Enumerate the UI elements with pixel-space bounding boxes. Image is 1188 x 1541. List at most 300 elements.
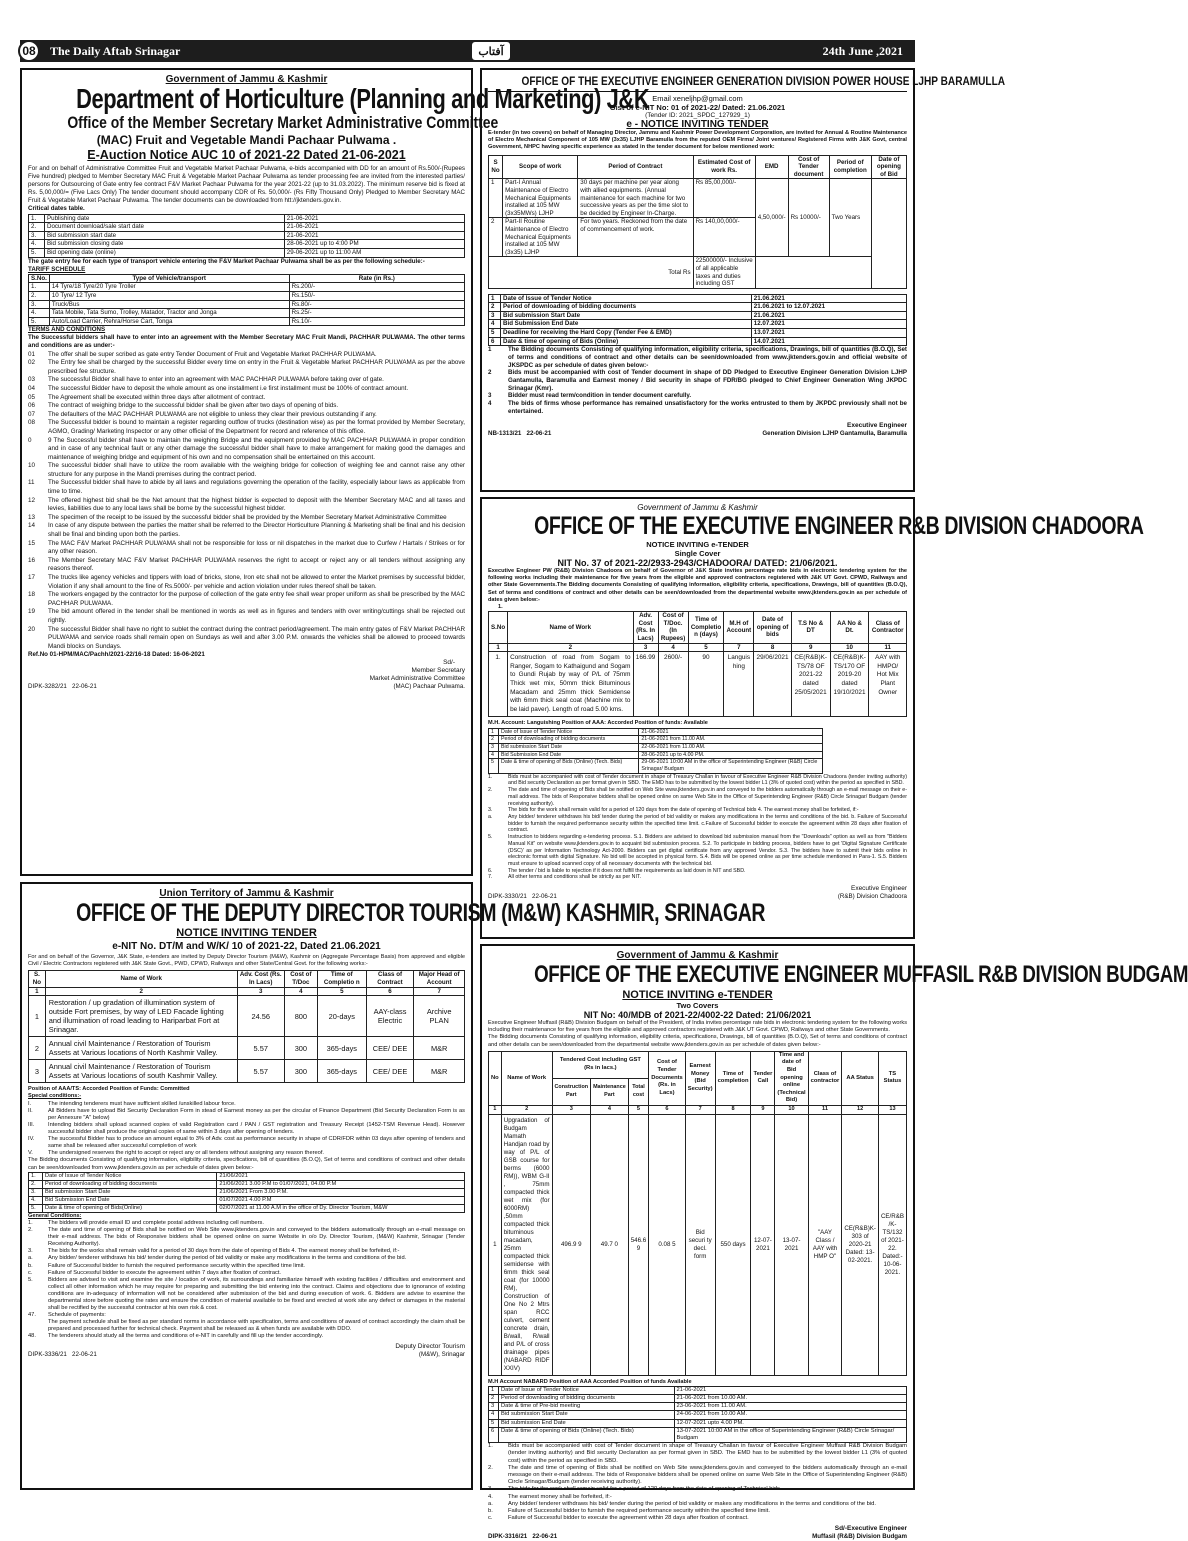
ljhp-sign1: Executive Engineer [847,421,907,429]
table-cell [755,257,871,288]
table-cell: Rs 85,00,000/- [693,179,755,218]
table-cell [871,179,906,288]
table-cell: Bid submission closing date [45,240,285,249]
list-item-number: 4 [488,400,492,408]
table-cell: Date & time of opening of Bids (Online) (Tech. Bids) [499,1427,675,1442]
table-cell: 14 Tyre/18 Tyre/20 Tyre Troller [49,283,289,292]
list-item-text: The date and time of opening of Bids shall be notified on Web Site www.jktenders.gov.in and conveyed to the bidders automatically through an e-mail message on their e-mail address. The bids of Responsive bidders shall be opened online on same Website in o/o Dy. Director Tourism, (M&W) Kashmir, Srinagar (Tender Receiving Authority). [48,1227,465,1248]
page-number: 08 [18,40,40,62]
ljhp-advert [480,68,1006,492]
table-row [489,652,907,717]
hort-tariff-title: TARIFF SCHEDULE [28,265,86,273]
table-header-cell: Scope of work [503,155,578,179]
table-row [489,257,907,288]
table-header-cell: 7 [414,987,465,996]
chadoora-dates-table [488,728,823,774]
table-cell: 5 [489,759,499,773]
table-row [29,240,465,249]
tourism-notice: NOTICE INVITING TENDER [176,927,317,939]
list-item-text: The trucks like agency vehicles and tippers with load of bricks, stone, Iron etc shall not be allowed to enter the Market premises by successful bidder, Violation if any shall amount to the fine of Rs.5000/- per vehicle and action violation under rules thereof shall be taken. [48,574,465,590]
table-cell: Upgradation of Budgam Mamath Handjan road by way of P/L of GSB course for berms (6000 RM)), WBM G-II , 75mm compacted thick wet mix (for 6000RM) ,50mm compacted thick bituminous macadam, 25mm compacted thick semidense with 6mm thick seal coat (for 10000 RM), Construction of One No 2 Mtrs span RCC culvert, cement concrete drain, B/wall, R/wall and P/L of cross drainage pipes (NABARD RIDF XXIV) [501,1114,552,1375]
list-item-text: The Entry fee shall be charged by the successful Bidder every time on entry in the Fruit & Vegetable Market PACHHAR PULWAMA as per the above prescribed fee structure. [48,359,465,375]
table-cell: Period of downloading of bidding documents [501,303,752,312]
table-cell: 4 [489,320,501,329]
table-header-cell: Date of opening of Bid [871,155,906,179]
table-cell: 21/06/2021 3.00 P.M to 01/07/2021, 04.00 P.M [217,1180,465,1188]
table-cell: 21-06-2021 [674,1386,906,1394]
list-item [28,574,465,591]
list-item [28,351,465,360]
table-header-row [489,612,907,643]
list-item [488,369,907,392]
table-cell: 300 [284,1037,317,1060]
list-item [28,522,465,539]
list-item [488,868,907,875]
table-cell: 3. [29,231,45,240]
table-header-cell: Estimated Cost of work Rs. [693,155,755,179]
table-header-cell: 2 [45,987,237,996]
chadoora-office: OFFICE OF THE EXECUTIVE ENGINEER R&B DIVISION CHADOORA [534,512,1144,540]
list-item-number: 15 [28,539,36,547]
table-cell: Period of downloading of bidding documents [499,736,639,744]
table-header-cell: 11 [808,1105,842,1114]
table-cell: 24.56 [237,996,284,1037]
budgam-office: OFFICE OF THE EXECUTIVE ENGINEER MUFFASIL R&B DIVISION BUDGAM [534,961,1188,988]
list-item-number: 04 [28,384,36,392]
table-cell: 6 [489,1427,499,1442]
chadoora-advert [480,497,1144,939]
table-header-cell: Period of Contract [578,155,693,179]
table-row [29,300,465,309]
table-cell: 5 [489,329,501,338]
table-cell: Date of Issue of Tender Notice [43,1172,217,1180]
table-header-cell: 3 [633,643,658,652]
chadoora-nit: NIT No. 37 of 2021-22/2933-2943/CHADOORA/ DATED: 21/06/2021. [557,558,838,568]
table-cell: 22-06-2021 from 11.00 AM. [639,743,823,751]
list-item [488,1494,907,1501]
table-cell: 550 days [715,1114,751,1375]
table-header-cell: 7 [685,1105,715,1114]
list-item-number: 1 [488,346,492,354]
list-item-text: The bids for the work shall remain valid for a period of 120 days from the date of opening of Technical bids 4. The earnest money shall be forfeited, if:- [508,807,859,814]
list-item-number: 19 [28,608,36,616]
table-header-cell: Cost of Tender Documents (Rs. in Lacs) [649,1051,686,1105]
list-item-text: All other terms and conditions shall be strictly as per NIT. [508,874,642,881]
list-item-number: 5. [28,1276,33,1283]
list-item [28,1270,465,1277]
chadoora-num: 1. [498,604,503,611]
list-item-number: 13 [28,513,36,521]
table-cell: 3 [489,311,501,320]
list-item-text: The intending tenderers must have sufficient skilled /unskilled labour force. [48,1100,236,1107]
table-cell: CE(R&B)K-303 of 2020-21 Dated: 13-02-2021. [842,1114,879,1375]
table-cell: 2600/- [658,652,688,717]
list-item [28,479,465,496]
tourism-sign2: (M&W), Srinagar [418,1350,465,1358]
chadoora-dipk-date: 22-06-21 [532,893,557,901]
list-item [488,1501,907,1508]
table-header-cell: 9 [751,1105,775,1114]
table-cell: 2. [29,1180,43,1188]
list-item-text: The bids for the works shall remain valid for a period of 30 days from the date of opening of Bids 4. The earnest money shall be forfeited, if:- [48,1248,400,1255]
list-item-text: The successful Bidder has to produce an amount equal to 3% of Adv. cost as performance security in shape of CDR/FDR within 03 days after opening of tenders and same shall be released after successful completion of work [48,1136,465,1150]
list-item [488,392,907,400]
table-row [489,1394,907,1402]
table-header-cell: TS Status [878,1051,906,1105]
list-item-text: In case of any dispute between the parties the matter shall be referred to the Director Horticulture Planning & Marketing shall be final and his decision shall be final and binding upon both the parties. [48,522,465,539]
list-item [488,814,907,834]
table-row [29,317,465,326]
table-header-cell: 12 [842,1105,879,1114]
table-header-cell: S.No [489,612,508,643]
list-item-text: The payment schedule shall be fixed as per standard norms in accordance with specification, terms and conditions of award of contract accordingly the claim shall be prepared and processed further for technical check. Payment shall be released as & when funds are available with DDO. [48,1319,465,1333]
table-cell: 4 [489,751,499,759]
list-item-number: 7. [488,874,493,881]
list-item-number: 01 [28,350,36,358]
list-item-number: 3. [488,1486,493,1493]
list-item-text: The workers engaged by the contractor for the purpose of collection of the gate entry fee shall wear proper uniform as shall be prescribed by the MAC PACHHAR PULWAMA. [48,591,465,607]
table-header-cell: 6 [649,1105,686,1114]
list-item-text: Failure of Successful bidder to execute the agreement within 28 days after fixation of contract. [508,1515,749,1522]
tourism-docs: The Bidding documents Consisting of qualifying information, eligibility criteria, specifications, bill of quantities (B.O.Q), Set of terms and conditions of contract and other details can be seen/downloaded from www.jktenders.gov.in as per schedule of dates given below:- [28,1157,465,1171]
table-cell: 29-06-2021 up to 11:00 AM [284,248,464,257]
table-header-cell: 10 [830,643,869,652]
table-row [489,311,907,320]
list-item-text: Failure of Successful bidder to furnish the required performance security within the specified time limit. [48,1262,306,1269]
table-header-cell: Adv. Cost (Rs. In Lacs) [237,971,284,987]
table-cell: 21-06-2021 [284,231,464,240]
list-item [28,1277,465,1312]
table-header-row [29,987,465,996]
table-cell: "AAY Class / AAY with HMP O" [808,1114,842,1375]
list-item-text: Failure of Successful bidder to furnish the required performance security within the specified time limit. [508,1508,770,1515]
budgam-sign2: Muffasil (R&B) Division Budgam [812,1533,907,1541]
table-cell: CE(R&B)K-TS/78 OF 2021-22 dated 25/05/2021 [791,652,830,717]
list-item [28,1150,465,1157]
table-cell: Period of downloading of bidding documents [499,1394,675,1402]
table-header-cell: T.S No & DT [791,612,830,643]
table-header-row [489,155,907,179]
chadoora-sign2: (R&B) Division Chadoora [837,893,907,901]
hort-sign3: (MAC) Pachaar Pulwama. [393,683,465,691]
ljhp-sign2: Generation Division LJHP Gantamulla, Baramulla [762,429,907,437]
hort-sd: Sd/- [443,659,455,667]
table-cell: Auto/Load Carrier, Rehra/Horse Cart, Tonga [49,317,289,326]
budgam-advert [480,944,1188,1541]
ljhp-works-table [488,155,907,289]
list-item [28,437,465,463]
table-header-cell: Name of Work [501,1051,552,1105]
table-cell: Date of Issue of Tender Notice [499,728,639,736]
ljhp-nit: Gist of e-NIT No: 01 of 2021-22/ Dated: 21.06.2021 [609,103,786,112]
list-item [28,514,465,523]
table-row [29,223,465,232]
ljhp-notice: e - NOTICE INVITING TENDER [626,119,769,130]
table-header-cell: Cost of Tender document [788,155,829,179]
list-item-text: Failure of Successful bidder to execute the agreement within 7 days after fixation of contract. [48,1269,281,1276]
table-cell: Two Years [829,179,871,257]
table-cell: 21-06-2021 [284,223,464,232]
tourism-dipk: DIPK-3336/21 [28,1350,67,1358]
table-row [489,303,907,312]
tourism-general-list [28,1220,465,1341]
list-item-text: The Successful bidder shall have to abide by all laws and regulations governing the operation of the facility, especially labour laws as applicable from time to time. [48,479,465,496]
ljhp-nb: NB-1313/21 [488,429,522,437]
table-cell: 4,50,000/- [755,179,788,257]
table-cell: 365-days [317,1060,366,1083]
table-cell: 2. [29,291,50,300]
table-cell: 29-06-2021 10:00 AM in the office of Superintending Engineer (R&B) Circle Srinagar/ Budgam [639,759,823,773]
hort-intro: For and on behalf of Administrative Committee Fruit and Vegetable Market Pachaar Pulwama, e-bids accompanied with DD for an amount of Rs.500/-(Rupees Five hundred) pledged to Member Secretary MAC Fruit & Vegetable Market Pachaar Pulwama as tender processing fee are invited from the interested parties/ persons for Outsourcing of Gate entry fee contract F&V Market Pachaar Pulwama for the year 2021-22 (up to 31.03.2022). The minimum reserve bid is fixed at Rs. 5,00,000/= (Five Lacs Only) The tender document should accompany CDR of Rs. 50,000/- (Rs Fifty Thousand Only) Pledged to Member Secretary MAC Fruit & Vegetable Market Pachaar Pulwama. The tender documents can be downloaded from htt://jktenders.gov.in. [28,165,465,205]
table-cell: For two years. Reckoned from the date of commencement of work. [578,218,693,257]
table-cell: 800 [284,996,317,1037]
list-item-text: The bids of firms whose performance has remained unsatisfactory for the works entrusted to them by JKPDC previously shall not be entertained. [508,400,907,415]
list-item-number: III. [28,1121,35,1128]
table-cell: 21-06-2021 [639,728,823,736]
table-row [29,1037,465,1060]
list-item [28,394,465,403]
table-cell: Date & time of Pre-bid meeting [499,1403,675,1411]
list-item [488,400,907,415]
table-cell: Rs.25/- [289,309,464,318]
chadoora-sign1: Executive Engineer [850,885,907,893]
table-cell: Rs 140,00,000/- [693,218,755,257]
list-item-number: 6. [488,867,493,874]
list-item-number: 12 [28,496,36,504]
tourism-intro: For and on behalf of the Governor, J&K State, e-tenders are invited by Deputy Director Tourism (M&W), Kashmir on (Aggregate Percentage Basis) from approved and eligible Civil / Electric Contractors registered with J&K State Govt., PWD, CPWD, Railways and other State/Central Govt. for the following works:- [28,954,465,968]
table-row [29,291,465,300]
list-item-number: a. [488,1500,493,1507]
table-header-cell: AA Status [842,1051,879,1105]
table-row [29,283,465,292]
tourism-sign1: Deputy Director Tourism [395,1342,465,1350]
list-item [488,834,907,868]
table-header-cell: 1 [489,1105,502,1114]
list-item [28,1312,465,1319]
table-header-cell: 8 [754,643,791,652]
table-cell: 2 [489,1394,499,1402]
table-header-cell: Period of completion [829,155,871,179]
budgam-nit: NIT No: 40/MDB of 2021-22/4002-22 Dated: 21/06/2021 [583,1010,812,1020]
ljhp-dates-table [488,294,907,347]
list-item-text: Intending bidders shall upload scanned copies of valid Registration card / PAN / GST registration and Treasury Receipt (1452-TSM Revenue Head). However successful bidder shall produce the original copies of same within 3 days after opening of tenders. [48,1121,465,1135]
table-cell: Date of Issue of Tender Notice [499,1386,675,1394]
table-cell: 5 [489,1419,499,1427]
list-item-text: The Agreement shall be executed within three days after allotment of contract. [48,393,266,401]
table-row [29,248,465,257]
list-item-text: Bids must be accompanied with cost of Tender document in shape of Treasury Challan in favour of Executive Engineer R&B Division Chadoora (tender inviting authority) and Bid security Declaration as per format given in SBD. The EMD has to be submitted by the lowest bidder L1 (3% of quoted cost) within the period as specified in SBD. [508,773,907,787]
table-cell: 21/06/2021 [217,1172,465,1180]
list-item-number: 08 [28,419,36,427]
table-cell: 1 [489,179,503,218]
list-item-number: b. [28,1262,33,1269]
table-header-cell: 3 [237,987,284,996]
table-header-cell: 4 [284,987,317,996]
list-item-text: The successful Bidder shall have no right to sublet the contract during the contract period/agreement. The main entry gates of F&V Market PACHHAR PULWAMA and service roads shall remain open on Sundays as well and after 3.00 P.M. onwards the vehicles shall be allowed to proceed towards Mandi blocks on Sundays. [48,625,465,650]
table-header-cell: Total cost [628,1078,648,1105]
list-item-text: The date and time of opening of Bids shall be notified on Web Site www.jktenders.gov.in and conveyed to the bidders automatically through an e-mail message on their e-mail address. The bids of Responsive bidders shall be opened online on same Web Site in the Office of Superintending Engineer (R&B) Circle Srinagar/ Budgam (tender receiving authority). [508,787,907,807]
table-cell: Date & time of opening of Bids(Online) [43,1204,217,1212]
list-item-number: 48. [28,1333,36,1340]
table-cell: AAY-class Electric [366,996,414,1037]
list-item [28,540,465,557]
list-item-text: The Bidding documents Consisting of qualifying information, eligibility criteria, specifications, Drawings, bill of quantities (B.O.Q), Set of terms and conditions of contract and other details can be seen/downloaded from www.jktenders.gov.in and official website of JKSPDC as per schedule of dates given below:- [508,346,907,369]
list-item-text: The bid amount offered in the tender shall be mentioned in words as well as in figures and tenders with over writing/cuttings shall be rejected out rightly. [48,608,465,624]
list-item [28,1319,465,1333]
list-item [28,1248,465,1255]
table-header-cell: Cost of T/Doc [284,971,317,987]
table-cell: 24-06-2021 from 10.00 AM. [674,1411,906,1419]
tourism-special-title: Special conditions:- [28,1093,82,1100]
list-item-text: The contract of weighing bridge to the successful bidder shall be given after two days of opening of bids. [48,402,339,410]
table-cell: 28-06-2021 up to 4:00 PM [284,240,464,249]
list-item-text: The undersigned reserves the right to accept or reject any or all tenders without assigning any reason thereof. [48,1150,324,1157]
ljhp-tender-id: (Tender ID: 2021_SPDC_127929_1) [645,112,750,119]
table-cell: 1 [489,1114,502,1375]
tourism-dates-table [28,1172,465,1213]
table-row [29,1060,465,1083]
table-cell: 5. [29,1204,43,1212]
table-header-cell: Class of contractor [808,1051,842,1105]
table-cell: Bid submission Start Date [499,1411,675,1419]
table-cell: 4. [29,240,45,249]
table-row [489,1419,907,1427]
table-cell: Construction of road from Sogam to Ranger, Sogam to Kathaigund and Sogam to Gundi Rujab by way of P/L of 75mm Thick wet mix, 50mm thick Bituminous Macadam and 25mm thick Semidense with 6mm thick seal coat (Machine mix to be laid paver). Length of road 5.00 kms. [508,652,633,717]
table-header-cell: Major Head of Account [414,971,465,987]
list-item [28,497,465,514]
table-cell: 1. [29,283,50,292]
table-cell: Publishing date [45,214,285,223]
table-row [489,1427,907,1442]
list-item-number: 4. [488,1493,493,1500]
table-row [489,320,907,329]
list-item-number: a. [488,813,493,820]
list-item-number: 02 [28,359,36,367]
list-item-text: The bids for the work shall remain valid for a period of 120 days from the date of opening of Technical bids [508,1486,780,1493]
table-cell: 6 [489,337,501,346]
table-header-cell: Adv. Cost (Rs. In Lacs) [633,612,658,643]
table-cell: 3. [29,1188,43,1196]
list-item-number: 10 [28,462,36,470]
list-item-text: The bidders will provide email ID and complete postal address including cell numbers. [48,1219,264,1226]
table-cell: 1. [29,1172,43,1180]
list-item-text: Any bidder/ tenderer withdraws his bid/ tender during the period of bid validity or makes any modifications in the terms and conditions of the bid. b. Failure of Successful bidder to furnish the required performance security within the specified time limit. c.Failure of Successful bidder to execute the agreement within 28 days after fixation of contract. [508,813,907,834]
table-cell: Truck/Bus [49,300,289,309]
table-cell: 4. [29,309,50,318]
chadoora-cover: Single Cover [674,549,721,558]
table-cell: 14.07.2021 [751,337,906,346]
table-row [489,329,907,338]
table-header-cell: 1 [29,987,46,996]
table-cell: 21.06.2021 [751,311,906,320]
list-item-text: Bids must be accompanied with cost of Tender document in shape of DD Pledged to Executive Engineer Generation Division LJHP Gantamulla, Baramulla and Earnest money / Bid security in shape of FDR/BG pledged to Chief Engineer Generation Wing JKPDC Srinagar (Kmr). [508,369,907,392]
list-item-number: IV. [28,1136,35,1143]
table-cell: Part-I Annual Maintenance of Electro Mechanical Equipments installed at 105 MW (3x35MWs) LJHP [503,179,578,218]
list-item-number: 0 [28,436,32,444]
list-item-number: 05 [28,393,36,401]
ljhp-intro: E-tender (in two covers) on behalf of Managing Director, Jammu and Kashmir Power Development Corporation, are invited for Annual & Routine Maintenance of Electro Mechanical Component of 105 MW (3x35) LJHP Baramulla from the reputed OEM Firms/ Joint ventures/ Registered Firms with J&K Govt, central Government, NHPC having specific experience as stated in the tender document for below mentioned work: [488,130,907,151]
list-item [28,626,465,652]
table-header-cell: 4 [591,1105,629,1114]
list-item-text: The offered highest bid shall be the Net amount that the highest bidder is expected to deposit with the Member Secretary MAC and all taxes and levies, liabilities due to any local laws shall be borne by the successful highest bidder. [48,496,465,513]
table-header-cell: Tender Call [751,1051,775,1105]
budgam-dipk: DIPK-3316/21 [488,1533,528,1541]
tourism-gov: Union Territory of Jammu & Kashmir [159,888,334,899]
list-item-number: 14 [28,522,36,530]
chadoora-gov: Government of Jammu & Kashmir [637,503,758,512]
table-header-cell: 9 [791,643,830,652]
table-header-cell: Time and date of Bid opening online (Technical Bid) [775,1051,808,1105]
table-header-cell: Class of Contract [366,971,414,987]
table-header-row [489,1105,907,1114]
table-cell: Annual civil Maintenance / Restoration of Tourism Assets at Various locations of North Kashmir Valley. [45,1037,237,1060]
hort-dipk: DIPK-3282/21 [28,683,67,691]
list-item [28,1101,465,1108]
table-cell: 166.99 [633,652,658,717]
table-cell: 30 days per machine per year along with allied equipments. (Annual maintenance for each machine for two successive years as per the time slot to be decided by Engineer In-Charge. [578,179,693,218]
list-item-text: The successful Bidder shall have to enter into an agreement with MAC PACHHAR PULWAMA before taking over of gate. [48,376,384,384]
hort-sign1: Member Secretary [411,667,465,675]
list-item [28,1227,465,1248]
table-cell: 5. [29,248,45,257]
list-item-number: a. [28,1255,33,1262]
chadoora-notes-list [488,774,907,881]
table-cell: Languis hing [724,652,754,717]
list-item-text: The successful bidder shall have to utilize the room available with the weighing bridge for collection of weighing fee and cannot raise any other structure for any purpose in the Mandi premises during the contract period. [48,462,465,478]
table-cell: 0.08 5 [649,1114,686,1375]
table-row [489,337,907,346]
table-cell: Bid submission End Date [499,1419,675,1427]
table-cell: 21.06.2021 to 12.07.2021 [751,303,906,312]
table-row [489,759,823,773]
budgam-dipk-date: 22-06-21 [532,1533,558,1541]
table-cell: AAY with HMPO/ Hot Mix Plant Owner [869,652,907,717]
table-header-cell: Earnest Money (Bid Security) [685,1051,715,1105]
list-item [28,376,465,385]
budgam-position: M.H Account NABARD Position of AAA Accorded Position of funds Available [488,1378,692,1385]
tourism-nit: e-NIT No. DT/M and W/K/ 10 of 2021-22, Dated 21.06.2021 [112,941,381,952]
table-cell: 28-06-2021 up to 4.00 PM. [639,751,823,759]
ljhp-notes-list [488,346,907,415]
table-header-cell: AA No & Dt. [830,612,869,643]
hort-office: Office of the Member Secretary Market Administrative Committee [67,113,499,132]
ljhp-office: OFFICE OF THE EXECUTIVE ENGINEER GENERATION DIVISION POWER HOUSE LJHP BARAMULLA [521,74,1006,88]
table-cell: Part-II Routine Maintenance of Electro Mechanical Equipments installed at 105 MW (3x35) LJHP [503,218,578,257]
table-header-cell: 13 [878,1105,906,1114]
table-row [489,1403,907,1411]
list-item-number: 2. [28,1227,33,1234]
table-cell: 21-06-2021 [284,214,464,223]
table-header-cell: 3 [552,1105,591,1114]
table-row [489,294,907,303]
table-cell: Rs 10000/- [788,179,829,257]
chadoora-intro: Executive Engineer PW (R&B) Division Chadoora on behalf of Governor of J&K State invites percentage rate bids in electronic tendering system for the following works including their maintenance for five years from the eligible and approved contractors registered with J&K UT Govt. CPWD, Railways and other State Governments.The Bidding documents Consisting of qualifying information, eligibility criteria, specifications, Drawings, bill of quantities (B.O.Q), Set of terms and conditions of contract and other details can be seen/downloaded from the departmental website www.jktenders.gov.in as per schedule of dates given below:- [488,568,907,603]
budgam-intro2: The Bidding documents Consisting of qualifying information, eligibility criteria, specifications, Drawings, bill of quantities (B.O.Q), Set of terms and conditions of contract and other details can be seen/downloaded from the departmental website www.jktenders.gov.in as per schedule of dates given below:- [488,1034,907,1048]
table-cell: Bid Submission End Date [501,320,752,329]
table-cell: Bid submission Start Date [501,311,752,320]
list-item-number: 11 [28,479,35,487]
list-item-number: c. [488,1515,493,1522]
table-cell: 22500000/- Inclusive of all applicable taxes and duties including GST [693,257,755,288]
list-item-text: Schedule of payments: [48,1312,106,1319]
list-item-number: V. [28,1150,33,1157]
list-item [28,557,465,574]
tourism-dipk-date: 22-06-21 [72,1350,97,1358]
list-item [28,411,465,420]
tourism-general-title: General Conditions: [28,1212,82,1219]
table-cell: M&R [414,1037,465,1060]
list-item [488,346,907,369]
